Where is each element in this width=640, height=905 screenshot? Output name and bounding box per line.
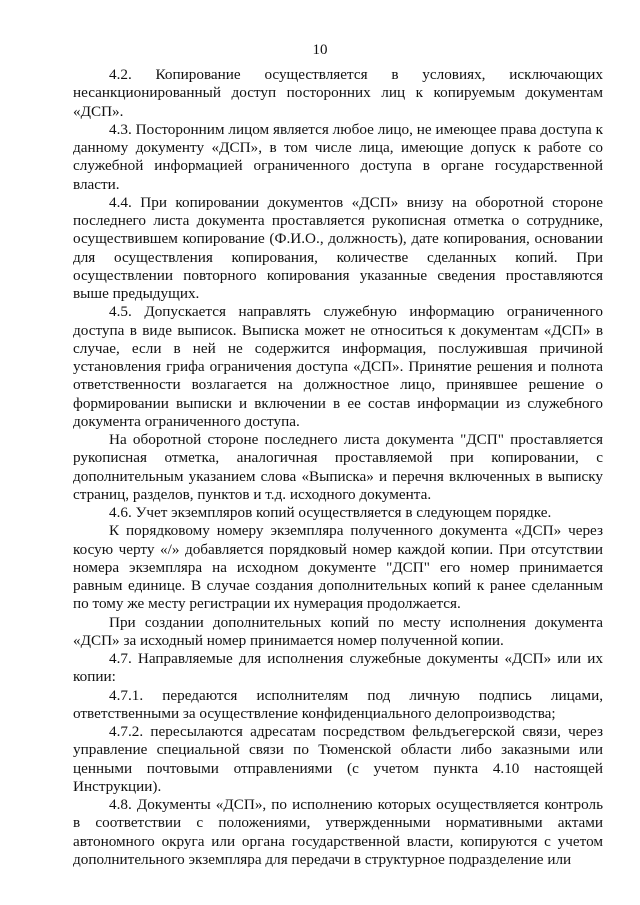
paragraph-4-5: 4.5. Допускается направлять служебную информацию ограниченного доступа в виде выписок. Выписка может не относиться к документам «ДСП» в случае, если в ней не содержится информация, послужившая причиной установления грифа ограничения доступа «ДСП». Принятие решения и полнота ответственности возлагается на должностное лицо, принявшее решение о формировании выписки и включении в ее состав информации из служебного документа ограниченного доступа. xyxy=(73,303,603,430)
paragraph-4-7: 4.7. Направляемые для исполнения служебные документы «ДСП» или их копии: xyxy=(73,650,603,686)
page-number: 10 xyxy=(312,42,328,58)
paragraph-4-6: 4.6. Учет экземпляров копий осуществляется в следующем порядке. xyxy=(109,504,552,521)
document-body xyxy=(73,66,603,869)
paragraph-4-2: 4.2. Копирование осуществляется в условиях, исключающих несанкционированный доступ посторонних лиц к копируемым документам «ДСП». xyxy=(73,66,603,120)
paragraph-4-8: 4.8. Документы «ДСП», по исполнению которых осуществляется контроль в соответствии с положениями, утвержденными нормативными актами автономного округа или органа государственной власти, копируются с учетом дополнительного экземпляра для передачи в структурное подразделение или xyxy=(73,796,603,868)
paragraph-4-4: 4.4. При копировании документов «ДСП» внизу на оборотной стороне последнего листа документа проставляется рукописная отметка о сотруднике, осуществившем копирование (Ф.И.О., должность), дате копирования, основании для осуществления копирования, количестве сделанных копий. При осуществлении повторного копирования указанные сведения проставляются выше предыдущих. xyxy=(73,193,603,302)
paragraph-4-3: 4.3. Посторонним лицом является любое лицо, не имеющее права доступа к данному документу «ДСП», в том числе лица, имеющие допуск к работе со служебной информацией ограниченного доступа в органе государственной власти. xyxy=(73,120,603,193)
paragraph-4-5-extract-marking: На оборотной стороне последнего листа документа "ДСП" проставляется рукописная отметка, аналогичная проставляемой при копировании, с дополнительным указанием слова «Выписка» и перечня включенных в выписку страниц, разделов, пунктов и т.д. исходного документа. xyxy=(73,431,603,503)
paragraph-4-7-2: 4.7.2. пересылаются адресатам посредством фельдъегерской связи, через управление специальной связи по Тюменской области либо заказными или ценными почтовыми отправлениями (с учетом пункта 4.10 настоящей Инструкции). xyxy=(73,723,603,795)
paragraph-4-6-additional-copies: При создании дополнительных копий по месту исполнения документа «ДСП» за исходный номер принимается номер полученной копии. xyxy=(73,613,603,649)
paragraph-4-6-numbering: К порядковому номеру экземпляра полученного документа «ДСП» через косую черту «/» добавляется порядковый номер каждой копии. При отсутствии номера экземпляра на исходном документе "ДСП" его номер принимается равным единице. В случае создания дополнительных копий к ранее сделанным по тому же месту регистрации их нумерация продолжается. xyxy=(73,522,603,613)
paragraph-4-7-1: 4.7.1. передаются исполнителям под личную подпись лицами, ответственными за осуществление конфиденциального делопроизводства; xyxy=(73,686,603,722)
